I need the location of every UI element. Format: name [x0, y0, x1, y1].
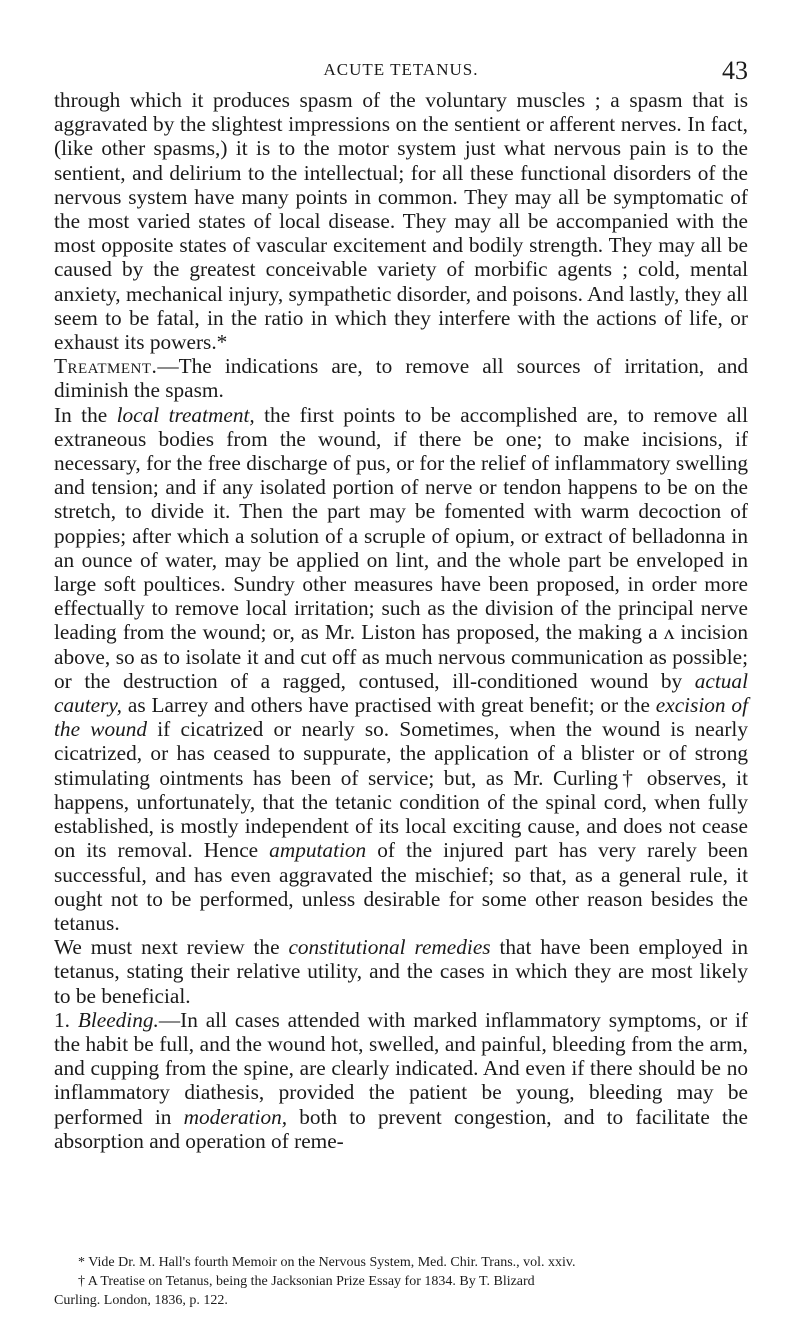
section-heading-treatment: Treatment. [54, 354, 158, 379]
paragraph-text: that have been employed in tetanus, stating their relative utility, and the cases in which they are most likely to be beneficial. [54, 935, 749, 1008]
emphasis-moderation: moderation, [183, 1104, 288, 1129]
footnote-2-continuation: Curling. London, 1836, p. 122. [54, 1293, 228, 1308]
paragraph-text: the first points to be accomplished are, to remove all extraneous bodies from the wound, if there be one; to make incisions, if necessary, for the free discharge of pus, or for the relief of inflammatory swelling and tension; and if any isolated portion of nerve or tendon happens to be on the stretch, to divide it. Then the part may be fomented with warm decoction of poppies; after which a solution of a scruple of opium, or extract of belladonna in an ounce of water, may be applied on lint, and the whole part be enveloped in large soft poultices. Sundry other measures have been proposed, in order more effectually to remove local irritation; such as the division of the principal nerve leading from the wound; or, as Mr. Liston has proposed, the making a ʌ incision above, so as to isolate it and cut off as much nervous communication as possible; or the destruction of a ragged, contused, ill-conditioned wound by [54, 402, 748, 693]
footnotes [54, 1253, 748, 1310]
emphasis-local-treatment: local treatment, [116, 402, 255, 427]
footnote-2: † A Treatise on Tetanus, being the Jacksonian Prize Essay for 1834. By T. Blizard [78, 1274, 535, 1289]
paragraph-text: —In all cases attended with marked inflammatory symptoms, or if the habit be full, and the wound hot, swelled, and painful, bleeding from the arm, and cupping from the spine, are clearly indicated. And even if there should be no inflammatory diathesis, provided the patient be young, bleeding may be performed in [54, 1007, 749, 1129]
paragraph-continuation [54, 88, 748, 354]
paragraph-text: —The indications are, to remove all sources of irritation, and diminish the spasm. [54, 354, 748, 403]
paragraph-local-treatment [54, 403, 748, 935]
paragraph-constitutional [54, 935, 748, 1008]
page-number: 43 [722, 56, 748, 85]
footnote-1: * Vide Dr. M. Hall's fourth Memoir on the Nervous System, Med. Chir. Trans., vol. xxiv. [78, 1255, 576, 1270]
emphasis-bleeding: Bleeding. [77, 1007, 159, 1032]
paragraph-text: if cicatrized or nearly so. Sometimes, when the wound is nearly cicatrized, or has ceased to suppurate, the application of a blister or of strong stimulating ointments has been of service; but, as Mr. Curling† observes, it happens, unfortunately, that the tetanic condition of the spinal cord, when fully established, is mostly independent of its local exciting cause, and does not cease on its removal. Hence [54, 717, 748, 863]
paragraph-bleeding [54, 1008, 748, 1153]
running-title: ACUTE TETANUS. [323, 60, 479, 79]
paragraph-text: of the injured part has very rarely been successful, and has even aggravated the mischief; so that, as a general rule, it ought not to be performed, unless desirable for some other reason besides the tetanus. [54, 838, 749, 935]
paragraph-text: In the [54, 402, 117, 427]
paragraph-treatment [54, 354, 748, 402]
paragraph-text: both to prevent congestion, and to facilitate the absorption and operation of reme- [54, 1104, 749, 1153]
emphasis-constitutional-remedies: constitutional remedies [288, 935, 491, 960]
running-head [54, 56, 748, 86]
paragraph-text: as Larrey and others have practised with great benefit; or the [122, 693, 656, 718]
list-number: 1. [54, 1007, 78, 1032]
paragraph-text: We must next review the [54, 935, 289, 960]
body-text [54, 88, 748, 1153]
paragraph-text: through which it produces spasm of the voluntary muscles ; a spasm that is aggravated by the slightest impressions on the sentient or afferent nerves. In fact, (like other spasms,) it is to the motor system just what nervous pain is to the sentient, and delirium to the intellectual; for all these functional disorders of the nervous system have many points in common. They may all be symptomatic of the most varied states of local disease. They may all be accompanied with the most opposite states of vascular excitement and bodily strength. They may all be caused by the greatest conceivable variety of morbific agents ; cold, mental anxiety, mechanical injury, sympathetic disorder, and poisons. And lastly, they all seem to be fatal, in the ratio in which they interfere with the actions of life, or exhaust its powers.* [54, 88, 748, 355]
emphasis-excision: excision of the wound [54, 693, 748, 742]
emphasis-amputation: amputation [269, 838, 367, 863]
emphasis-actual-cautery: actual cautery, [54, 668, 748, 718]
